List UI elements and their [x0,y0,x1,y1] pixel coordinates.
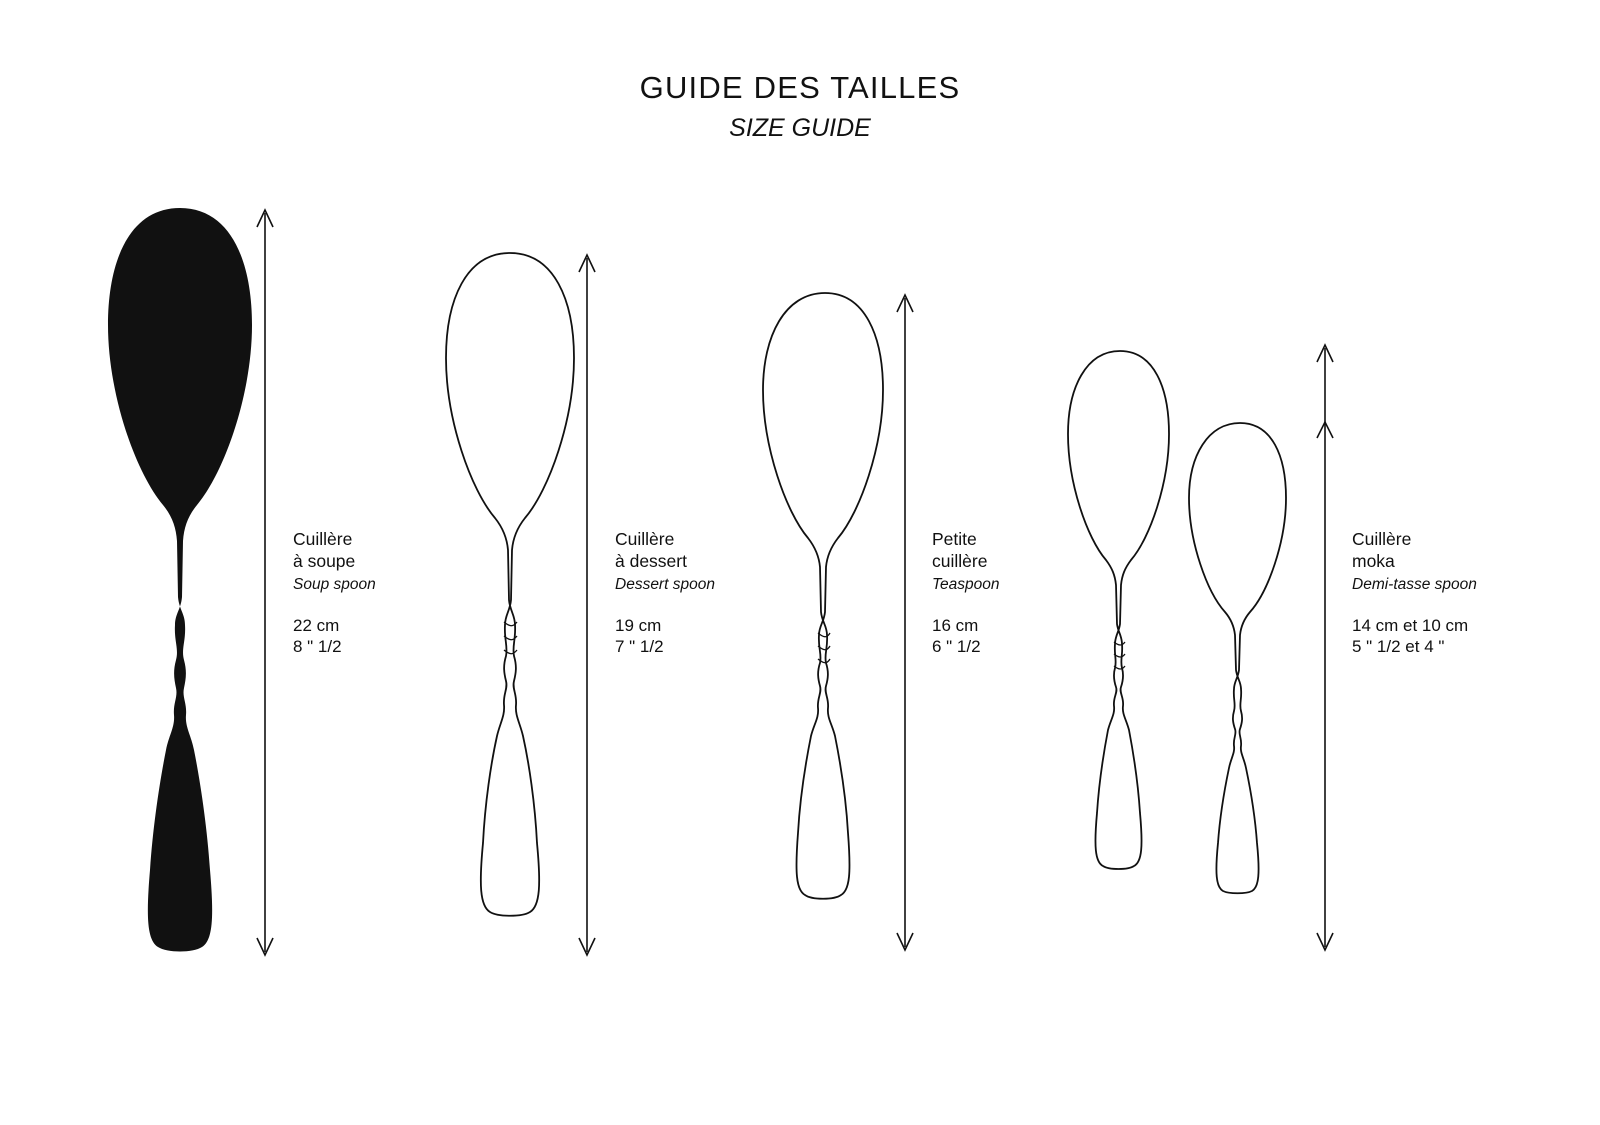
dessert-spoon-size-imperial: 7 " 1/2 [615,637,664,657]
teaspoon-size-imperial: 6 " 1/2 [932,637,981,657]
teaspoon-name-fr-2: cuillère [932,551,988,572]
teaspoon-measure-arrow [890,290,920,955]
page-subtitle: SIZE GUIDE [729,114,871,142]
moka-spoon-14cm-illustration [1055,348,1185,953]
dessert-spoon-name-en: Dessert spoon [615,575,715,593]
soup-spoon-name-fr-1: Cuillère [293,529,353,549]
moka-spoon-measure-arrow [1310,340,1340,955]
moka-spoon-name-fr-1: Cuillère [1352,529,1412,549]
teaspoon-label [932,528,1000,658]
teaspoon-illustration [745,290,905,955]
moka-spoon-size-metric: 14 cm et 10 cm [1352,615,1469,635]
dessert-spoon-measure-arrow [572,250,602,960]
dessert-spoon-size-metric: 19 cm [615,615,662,635]
soup-spoon-size-metric: 22 cm [293,615,340,635]
moka-spoon-size-imperial: 5 " 1/2 et 4 " [1352,637,1445,657]
teaspoon-size-metric: 16 cm [932,615,979,635]
moka-spoon-10cm-illustration [1180,420,1300,952]
dessert-spoon-name-fr-2: à dessert [615,551,687,572]
moka-spoon-name-en: Demi-tasse spoon [1352,575,1477,593]
soup-spoon-name-en: Soup spoon [293,575,376,593]
teaspoon-name-fr-1: Petite [932,529,977,549]
page-title: GUIDE DES TAILLES [639,70,961,105]
soup-spoon-size-imperial: 8 " 1/2 [293,637,342,657]
soup-spoon-name-fr-2: à soupe [293,551,356,572]
dessert-spoon-label [615,528,715,658]
dessert-spoon-name-fr-1: Cuillère [615,529,675,549]
teaspoon-name-en: Teaspoon [932,575,1000,593]
moka-spoon-name-fr-2: moka [1352,551,1395,572]
moka-spoon-label [1352,528,1477,658]
